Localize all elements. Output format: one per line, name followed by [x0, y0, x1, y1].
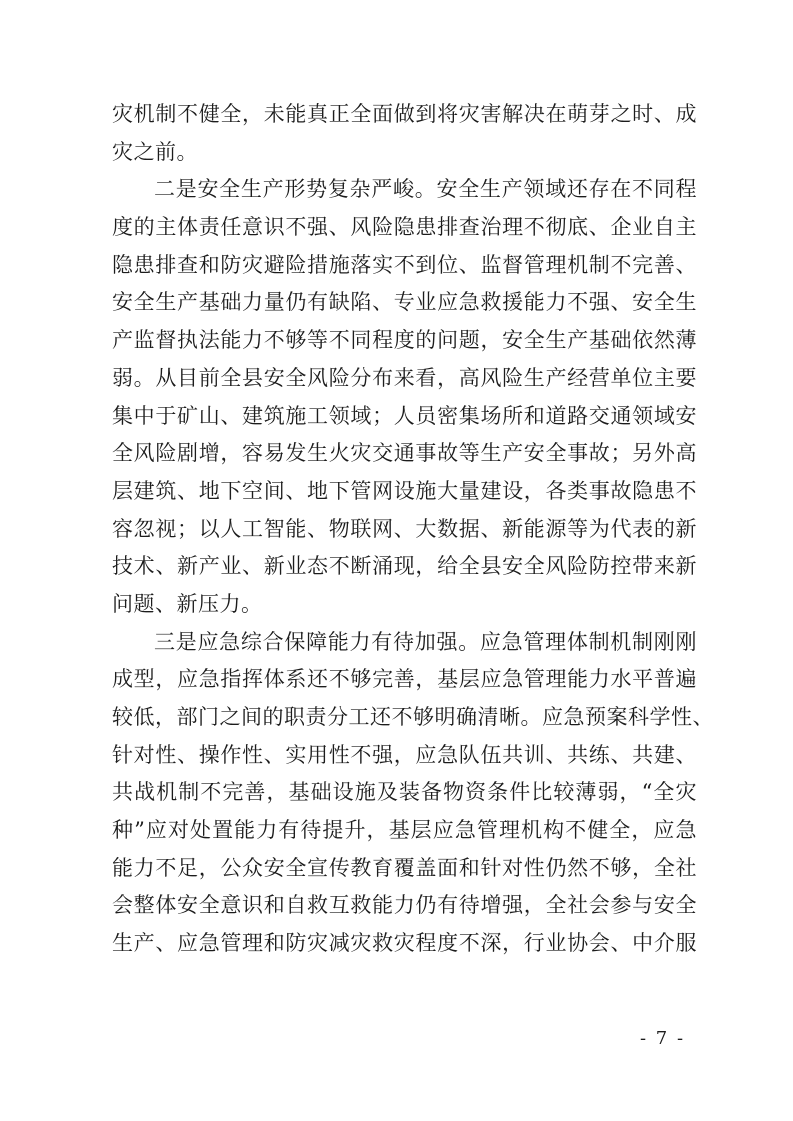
body-text: [112, 96, 714, 963]
text-line: 集中于矿山、建筑施工领域；人员密集场所和道路交通领域安: [112, 403, 697, 428]
text-line: 灾机制不健全，未能真正全面做到将灾害解决在萌芽之时、成: [112, 102, 697, 126]
text-line: 层建筑、地下空间、地下管网设施大量建设，各类事故隐患不: [112, 478, 697, 503]
text-line: 技术、新产业、新业态不断涌现，给全县安全风险防控带来新: [112, 554, 697, 579]
text-line: 问题、新压力。: [112, 591, 263, 616]
text-line: 生产、应急管理和防灾减灾救灾程度不深，行业协会、中介服: [112, 931, 697, 956]
text-line: 全风险剧增，容易发生火灾交通事故等生产安全事故；另外高: [112, 441, 697, 466]
text-line: 能力不足，公众安全宣传教育覆盖面和针对性仍然不够，全社: [112, 855, 697, 880]
text-line: 针对性、操作性、实用性不强，应急队伍共训、共练、共建、: [112, 742, 697, 767]
text-line: 产监督执法能力不够等不同程度的问题，安全生产基础依然薄: [112, 328, 697, 353]
text-line: 共战机制不完善，基础设施及装备物资条件比较薄弱，“全灾: [112, 780, 697, 805]
text-line: 隐患排查和防灾避险措施落实不到位、监督管理机制不完善、: [112, 252, 697, 277]
page-number: - 7 -: [640, 1028, 686, 1049]
text-line: 弱。从目前全县安全风险分布来看，高风险生产经营单位主要: [112, 365, 697, 390]
text-line: 容忽视；以人工智能、物联网、大数据、新能源等为代表的新: [112, 516, 697, 541]
text-line: 灾之前。: [112, 139, 198, 164]
text-line: 三是应急综合保障能力有待加强。应急管理体制机制刚刚: [154, 629, 697, 654]
text-line: 二是安全生产形势复杂严峻。安全生产领域还存在不同程: [154, 177, 697, 202]
text-line: 种”应对处置能力有待提升，基层应急管理机构不健全，应急: [112, 818, 697, 843]
text-line: 安全生产基础力量仍有缺陷、专业应急救援能力不强、安全生: [112, 290, 697, 315]
text-line: 度的主体责任意识不强、风险隐患排查治理不彻底、企业自主: [112, 215, 697, 240]
text-line: 较低，部门之间的职责分工还不够明确清晰。应急预案科学性、: [112, 705, 714, 729]
text-line: 会整体安全意识和自救互救能力仍有待增强，全社会参与安全: [112, 893, 697, 918]
text-line: 成型，应急指挥体系还不够完善，基层应急管理能力水平普遍: [112, 667, 697, 692]
